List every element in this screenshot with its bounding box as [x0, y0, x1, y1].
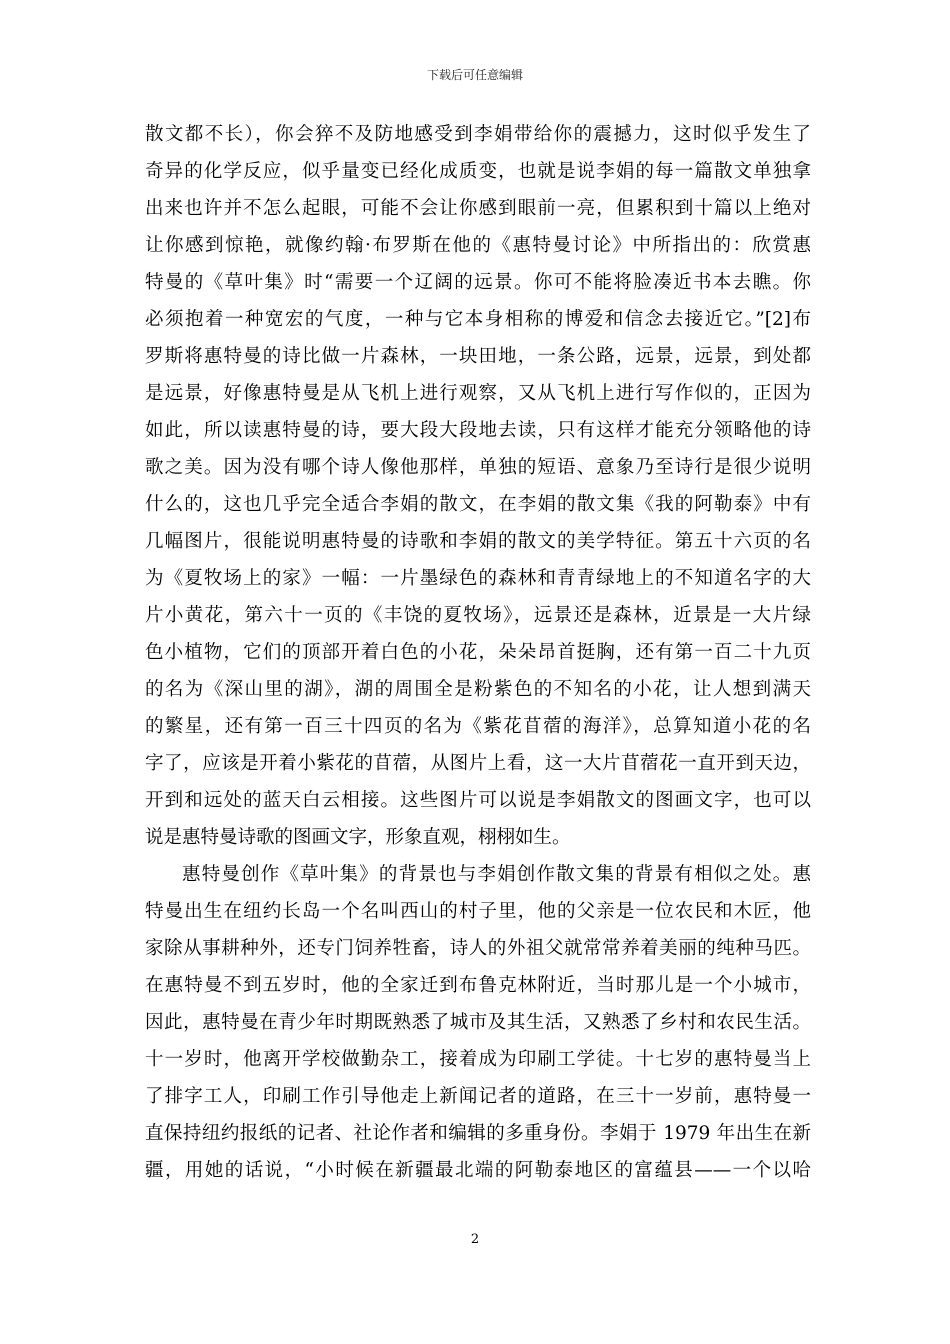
page-header: 下载后可任意编辑 — [426, 68, 523, 82]
text-line: 开到和远处的蓝天白云相接。这些图片可以说是李娟散文的图画文字，也可以 — [145, 790, 811, 811]
text-line: 疆，用她的话说，“小时候在新疆最北端的阿勒泰地区的富蕴县——一个以哈 — [145, 1160, 811, 1181]
paragraph-2 — [145, 856, 811, 1189]
text-line: 色小植物，它们的顶部开着白色的小花，朵朵昂首挺胸，还有第一百二十九页 — [145, 642, 811, 663]
text-line: 家除从事耕种外，还专门饲养牲畜，诗人的外祖父就常常养着美丽的纯种马匹。 — [145, 938, 811, 959]
text-line: 说是惠特曼诗歌的图画文字，形象直观，栩栩如生。 — [145, 827, 571, 848]
text-line: 十一岁时，他离开学校做勤杂工，接着成为印刷工学徒。十七岁的惠特曼当上 — [145, 1049, 811, 1070]
text-line: 片小黄花，第六十一页的《丰饶的夏牧场》，远景还是森林，近景是一大片绿 — [145, 605, 811, 626]
text-line: 惠特曼创作《草叶集》的背景也与李娟创作散文集的背景有相似之处。惠 — [182, 864, 811, 885]
text-line: 散文都不长），你会猝不及防地感受到李娟带给你的震撼力，这时似乎发生了 — [145, 124, 811, 145]
text-line: 在惠特曼不到五岁时，他的全家迁到布鲁克林附近，当时那儿是一个小城市， — [145, 975, 811, 996]
text-line: 是远景，好像惠特曼是从飞机上进行观察，又从飞机上进行写作似的，正因为 — [145, 383, 811, 404]
paragraph-1 — [145, 116, 811, 856]
text-line: 让你感到惊艳，就像约翰·布罗斯在他的《惠特曼讨论》中所指出的：欣赏惠 — [145, 235, 811, 256]
text-line: 奇异的化学反应，似乎量变已经化成质变，也就是说李娟的每一篇散文单独拿 — [145, 161, 811, 182]
text-line: 出来也许并不怎么起眼，可能不会让你感到眼前一亮，但累积到十篇以上绝对 — [145, 198, 811, 219]
text-line: 为《夏牧场上的家》一幅：一片墨绿色的森林和青青绿地上的不知道名字的大 — [145, 568, 811, 589]
text-line: 因此，惠特曼在青少年时期既熟悉了城市及其生活，又熟悉了乡村和农民生活。 — [145, 1012, 811, 1033]
text-line: 特曼的《草叶集》时“需要一个辽阔的远景。你可不能将脸凑近书本去瞧。你 — [145, 272, 811, 293]
text-line: 罗斯将惠特曼的诗比做一片森林，一块田地，一条公路，远景，远景，到处都 — [145, 346, 811, 367]
text-line: 什么的，这也几乎完全适合李娟的散文，在李娟的散文集《我的阿勒泰》中有 — [145, 494, 811, 515]
text-line: 如此，所以读惠特曼的诗，要大段大段地去读，只有这样才能充分领略他的诗 — [145, 420, 811, 441]
text-line: 直保持纽约报纸的记者、社论作者和编辑的多重身份。李娟于 1979 年出生在新 — [145, 1123, 811, 1144]
text-line: 字了，应该是开着小紫花的苜蓿，从图片上看，这一大片苜蓿花一直开到天边， — [145, 753, 811, 774]
text-line: 的繁星，还有第一百三十四页的名为《紫花苜蓿的海洋》，总算知道小花的名 — [145, 716, 811, 737]
text-line: 几幅图片，很能说明惠特曼的诗歌和李娟的散文的美学特征。第五十六页的名 — [145, 531, 811, 552]
page-number: 2 — [470, 1232, 480, 1247]
text-line: 歌之美。因为没有哪个诗人像他那样，单独的短语、意象乃至诗行是很少说明 — [145, 457, 811, 478]
text-line: 了排字工人，印刷工作引导他走上新闻记者的道路，在三十一岁前，惠特曼一 — [145, 1086, 811, 1107]
text-line: 必须抱着一种宽宏的气度，一种与它本身相称的博爱和信念去接近它。”[2]布 — [145, 309, 811, 330]
text-line: 的名为《深山里的湖》，湖的周围全是粉紫色的不知名的小花，让人想到满天 — [145, 679, 811, 700]
document-body — [145, 116, 811, 1189]
text-line: 特曼出生在纽约长岛一个名叫西山的村子里，他的父亲是一位农民和木匠，他 — [145, 901, 811, 922]
